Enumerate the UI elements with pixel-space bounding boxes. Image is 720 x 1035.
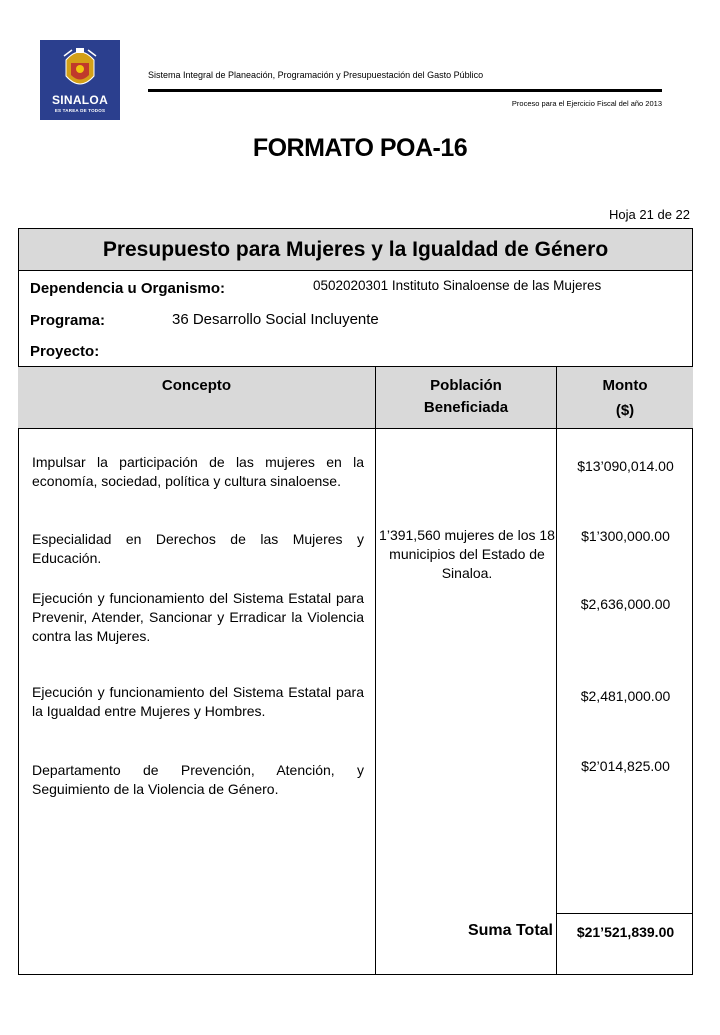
system-title: Sistema Integral de Planeación, Programación y Presupuestación del Gasto Público	[148, 70, 484, 80]
concepto-row-2: Especialidad en Derechos de las Mujeres y Educación.	[32, 531, 364, 566]
sinaloa-logo	[40, 40, 120, 120]
proyecto-label: Proyecto:	[30, 343, 100, 360]
monto-row-1: $13’090,014.00	[577, 458, 674, 474]
column-divider-1	[375, 366, 376, 975]
concepto-row-1: Impulsar la participación de las mujeres en la economía, sociedad, política y cultura sinaloense.	[32, 454, 364, 489]
table-title: Presupuesto para Mujeres y la Igualdad de Género	[18, 228, 693, 271]
coat-of-arms-icon	[62, 46, 98, 90]
suma-total-value: $21’521,839.00	[576, 924, 675, 940]
dependencia-value: 0502020301 Instituto Sinaloense de las Mujeres	[313, 278, 602, 293]
poblacion-beneficiada: 1’391,560 mujeres de los 18 municipios del Estado de Sinaloa.	[379, 527, 555, 581]
header-divider	[148, 89, 662, 92]
programa-label: Programa:	[30, 312, 106, 329]
format-title: FORMATO POA-16	[252, 134, 468, 162]
process-text: Proceso para el Ejercicio Fiscal del año 2013	[511, 99, 662, 108]
logo-motto: ES TAREA DE TODOS	[54, 108, 106, 113]
sheet-number: Hoja 21 de 22	[609, 207, 690, 222]
concepto-row-4: Ejecución y funcionamiento del Sistema Estatal para la Igualdad entre Mujeres y Hombres.	[32, 684, 364, 719]
suma-total-label: Suma Total	[467, 922, 553, 939]
total-divider	[557, 913, 693, 914]
dependencia-label: Dependencia u Organismo:	[30, 280, 226, 297]
concepto-row-3: Ejecución y funcionamiento del Sistema Estatal para Prevenir, Atender, Sancionar y Erradicar la Violencia contra las Mujeres.	[32, 590, 364, 644]
poblacion-header-line1: Población	[430, 377, 502, 394]
monto-header-line1: Monto	[602, 377, 648, 394]
poblacion-header-line2: Beneficiada	[423, 399, 509, 416]
programa-value: 36 Desarrollo Social Incluyente	[172, 311, 379, 328]
monto-row-5: $2’014,825.00	[581, 758, 670, 774]
logo-name: SINALOA	[51, 93, 109, 107]
concepto-header: Concepto	[161, 377, 232, 394]
monto-row-2: $1’300,000.00	[581, 528, 670, 544]
monto-header-line2: ($)	[615, 402, 635, 419]
monto-row-4: $2,481,000.00	[580, 688, 671, 704]
concepto-row-5: Departamento de Prevención, Atención, y Seguimiento de la Violencia de Género.	[32, 762, 364, 797]
monto-row-3: $2,636,000.00	[580, 596, 671, 612]
column-divider-2	[556, 366, 557, 975]
column-header	[18, 366, 693, 429]
